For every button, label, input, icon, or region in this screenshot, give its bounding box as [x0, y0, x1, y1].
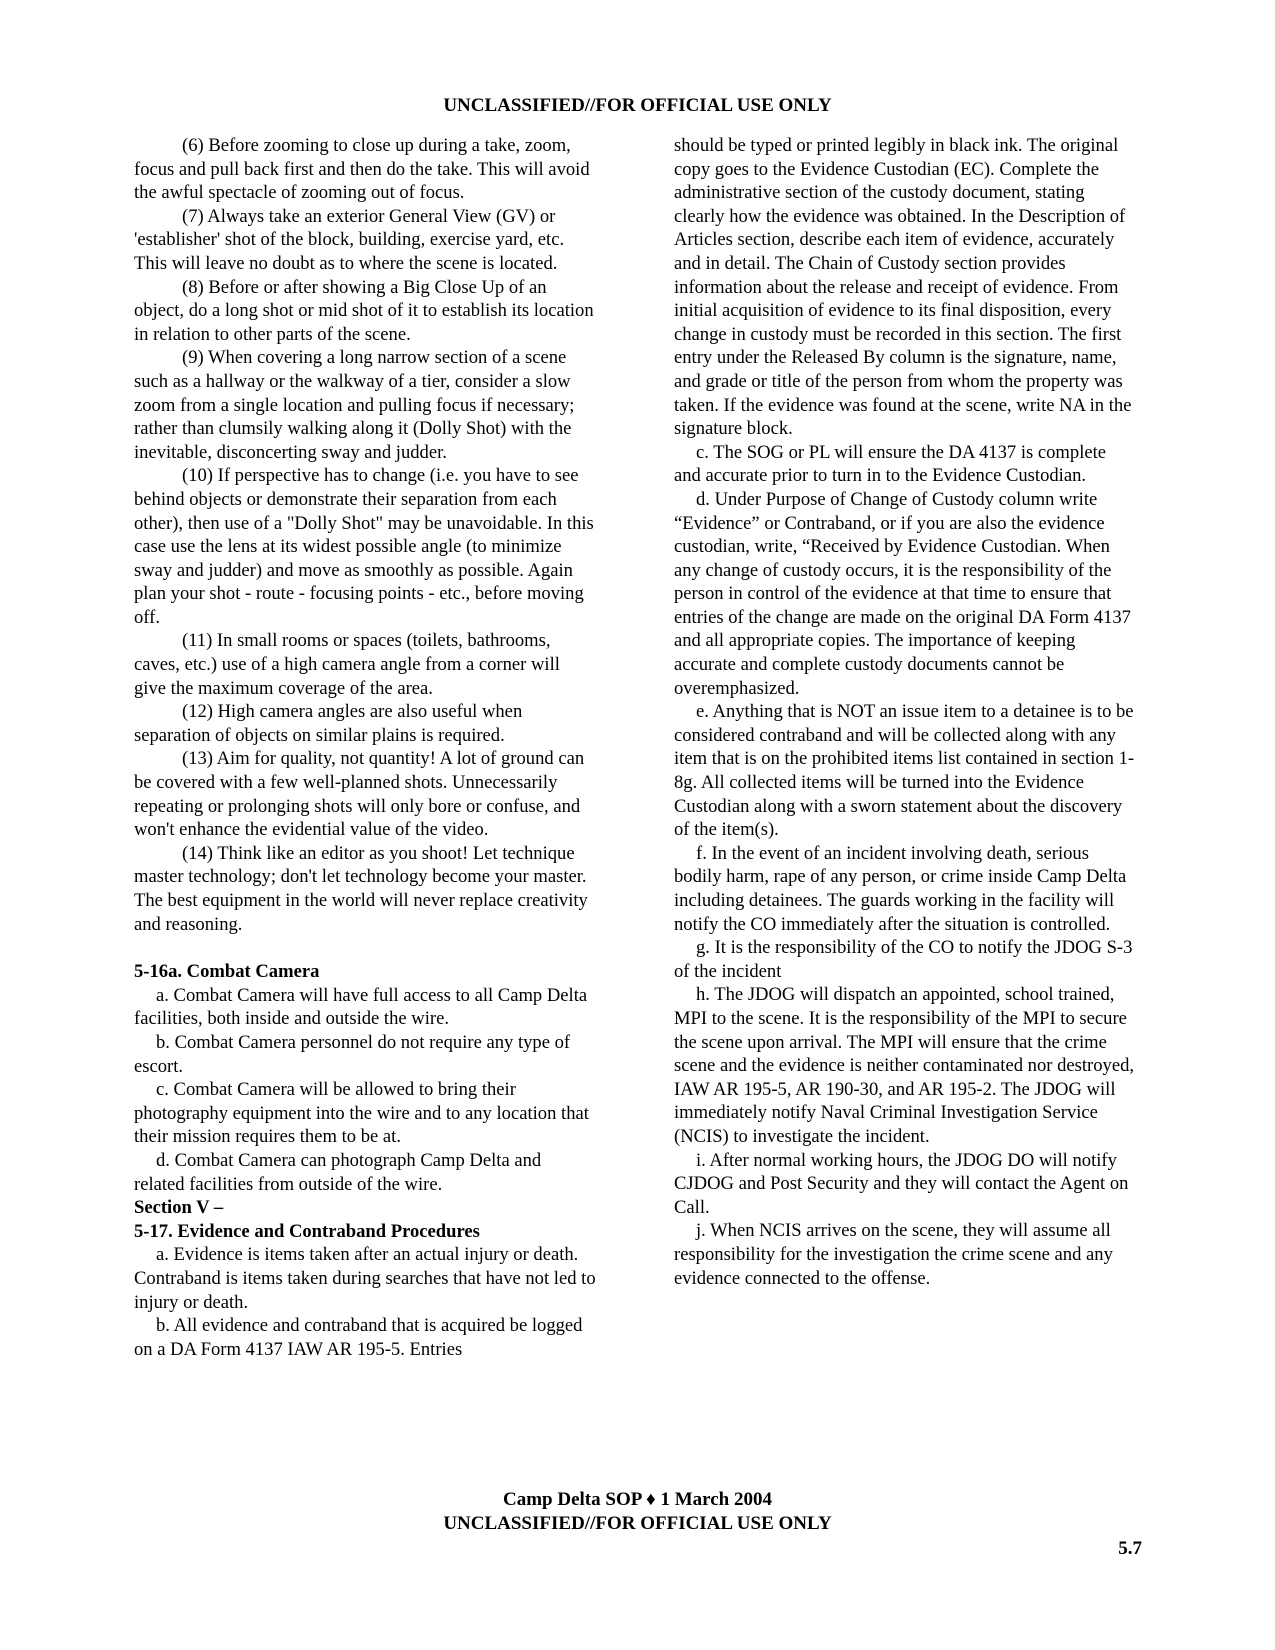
- evidence-item-b: b. All evidence and contraband that is acquired be logged on a DA Form 4137 IAW AR 195-5. Entries: [134, 1315, 583, 1360]
- combat-camera-item-c: c. Combat Camera will be allowed to bring their photography equipment into the wire and to any location that their mission requires them to be at.: [134, 1079, 589, 1148]
- evidence-item-f: f. In the event of an incident involving death, serious bodily harm, rape of any person, or crime inside Camp Delta including detainees. The guards working in the facility will notify the CO immediately after the situation is controlled.: [674, 842, 1127, 935]
- section-heading-5-17: 5-17. Evidence and Contraband Procedures: [134, 1220, 480, 1242]
- footer-title: Camp Delta SOP ♦ 1 March 2004: [503, 1489, 772, 1510]
- paragraph-11: (11) In small rooms or spaces (toilets, bathrooms, caves, etc.) use of a high camera angle from a corner will give the maximum coverage of the area.: [134, 630, 560, 699]
- evidence-item-g: g. It is the responsibility of the CO to notify the JDOG S-3 of the incident: [674, 937, 1133, 982]
- paragraph-10: (10) If perspective has to change (i.e. you have to see behind objects or demonstrate their separation from each other), then use of a "Dolly Shot" may be unavoidable. In this case use the lens at its widest possible angle (to minimize sway and judder) and move as smoothly as possible. Again plan your shot - route - focusing points - etc., before moving off.: [134, 465, 594, 628]
- footer: [0, 1488, 1275, 1536]
- evidence-item-d: d. Under Purpose of Change of Custody column write “Evidence” or Contraband, or if you are also the evidence custodian, write, “Received by Evidence Custodian. When any change of custody occurs, it is the responsibility of the person in control of the evidence at that time to ensure that entries of the change are made on the original DA Form 4137 and all appropriate copies. The importance of keeping accurate and complete custody documents cannot be overemphasized.: [674, 488, 1131, 699]
- header-classification: UNCLASSIFIED//FOR OFFICIAL USE ONLY: [443, 95, 832, 116]
- section-v-title: Section V –: [134, 1197, 224, 1219]
- page-number: 5.7: [1118, 1538, 1142, 1559]
- paragraph-12: (12) High camera angles are also useful when separation of objects on similar plains is required.: [134, 701, 523, 746]
- section-heading-5-16a: 5-16a. Combat Camera: [134, 961, 320, 983]
- paragraph-9: (9) When covering a long narrow section of a scene such as a hallway or the walkway of a tier, consider a slow zoom from a single location and pulling focus if necessary; rather than clumsily walking along it (Dolly Shot) with the inevitable, disconcerting sway and judder.: [134, 347, 575, 463]
- paragraph-6: (6) Before zooming to close up during a take, zoom, focus and pull back first and then do the take. This will avoid the awful spectacle of zooming out of focus.: [134, 135, 590, 204]
- evidence-item-b-continued: should be typed or printed legibly in black ink. The original copy goes to the Evidence Custodian (EC). Complete the administrative section of the custody document, stating clearly how the evidence was obtained. In the Description of Articles section, describe each item of evidence, accurately and in detail. The Chain of Custody section provides information about the release and receipt of evidence. From initial acquisition of evidence to its final disposition, every change in custody must be recorded in this section. The first entry under the Released By column is the signature, name, and grade or title of the person from whom the property was taken. If the evidence was found at the scene, write NA in the signature block.: [674, 135, 1132, 440]
- combat-camera-item-a: a. Combat Camera will have full access to all Camp Delta facilities, both inside and outside the wire.: [134, 984, 588, 1030]
- paragraph-8: (8) Before or after showing a Big Close Up of an object, do a long shot or mid shot of it to establish its location in relation to other parts of the scene.: [134, 276, 594, 345]
- spacer: [134, 936, 596, 960]
- evidence-item-c: c. The SOG or PL will ensure the DA 4137 is complete and accurate prior to turn in to the Evidence Custodian.: [674, 441, 1107, 487]
- paragraph-14: (14) Think like an editor as you shoot! Let technique master technology; don't let technology become your master. The best equipment in the world will never replace creativity and reasoning.: [134, 842, 588, 935]
- evidence-item-a: a. Evidence is items taken after an actual injury or death. Contraband is items taken during searches that have not led to injury or death.: [134, 1244, 596, 1313]
- evidence-item-h: h. The JDOG will dispatch an appointed, school trained, MPI to the scene. It is the responsibility of the MPI to secure the scene upon arrival. The MPI will ensure that the crime scene and the evidence is neither contaminated nor destroyed, IAW AR 195-5, AR 190-30, and AR 195-2. The JDOG will immediately notify Naval Criminal Investigation Service (NCIS) to investigate the incident.: [674, 984, 1135, 1147]
- combat-camera-item-b: b. Combat Camera personnel do not require any type of escort.: [134, 1031, 571, 1077]
- paragraph-13: (13) Aim for quality, not quantity! A lot of ground can be covered with a few well-planned shots. Unnecessarily repeating or prolonging shots will only bore or confuse, and won't enhance the evidential value of the video.: [134, 748, 585, 841]
- combat-camera-item-d: d. Combat Camera can photograph Camp Delta and related facilities from outside of the wire.: [134, 1149, 542, 1195]
- evidence-item-i: i. After normal working hours, the JDOG DO will notify CJDOG and Post Security and they will contact the Agent on Call.: [674, 1149, 1129, 1218]
- right-column: [674, 134, 1136, 1290]
- evidence-item-j: j. When NCIS arrives on the scene, they will assume all responsibility for the investigation the crime scene and any evidence connected to the offense.: [674, 1220, 1113, 1289]
- paragraph-7: (7) Always take an exterior General View (GV) or 'establisher' shot of the block, building, exercise yard, etc. This will leave no doubt as to where the scene is located.: [134, 205, 565, 274]
- left-column: [134, 134, 596, 1361]
- footer-classification: UNCLASSIFIED//FOR OFFICIAL USE ONLY: [443, 1513, 832, 1534]
- evidence-item-e: e. Anything that is NOT an issue item to a detainee is to be considered contraband and will be collected along with any item that is on the prohibited items list contained in section 1-8g. All collected items will be turned into the Evidence Custodian along with a sworn statement about the discovery of the item(s).: [674, 701, 1135, 841]
